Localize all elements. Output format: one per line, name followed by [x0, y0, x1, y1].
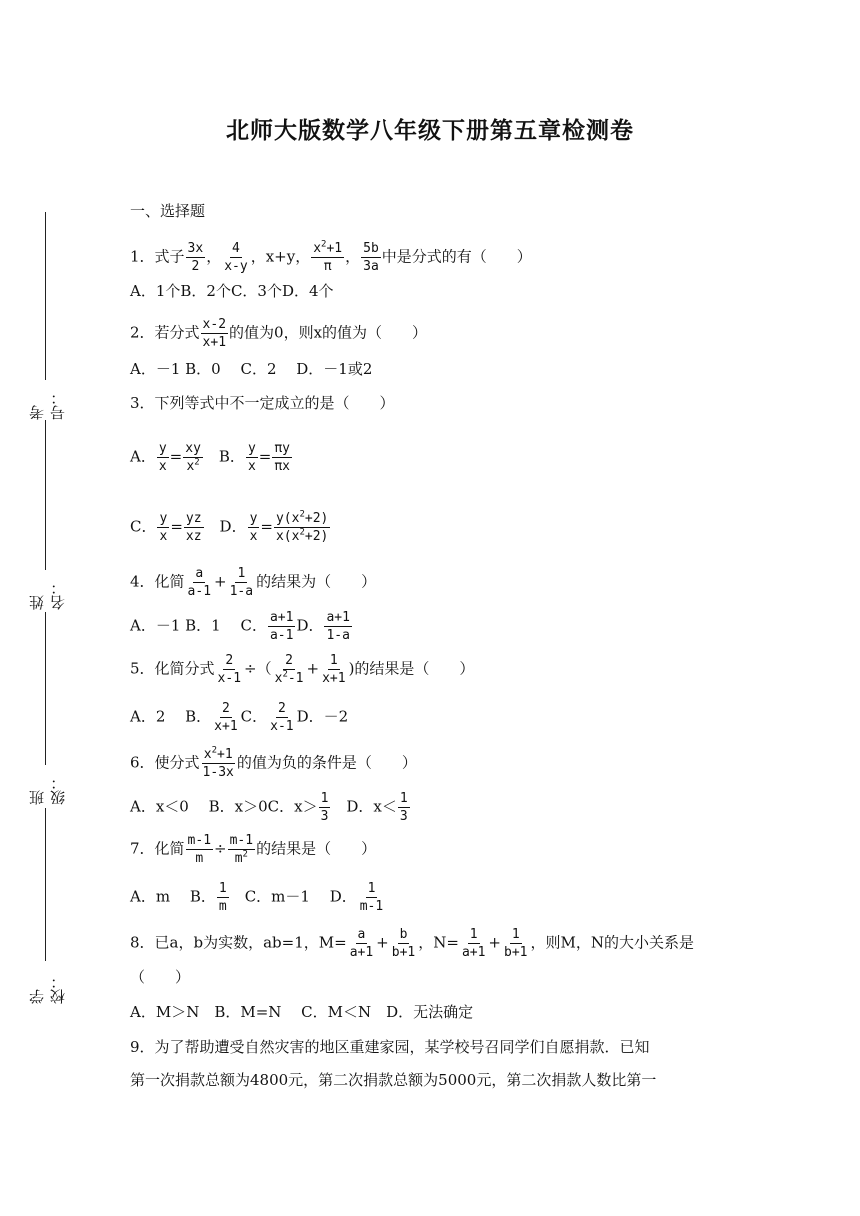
fraction: $\frac{4}{x-y}$ [224, 241, 248, 274]
banji-label: 班级： [28, 775, 67, 805]
fraction: $\frac{y(x^2+2)}{x(x^2+2)}$ [275, 509, 329, 544]
fraction: $\frac{1}{b+1}$ [504, 927, 528, 960]
question-8: 8．已a，b为实数，ab=1，M= $\frac{a}{a+1}$ + $\frac{b}{b+1}$ ，N= $\frac{1}{a+1}$ + $\frac{1}{b+1}$ ，则M，N的大小关系是 [130, 927, 694, 960]
question-6-options: A．x＜0 B．x＞0C．x＞ $\frac{1}{3}$ D．x＜ $\frac{1}{3}$ [130, 791, 408, 824]
xuexiao-label: 学校： [28, 974, 67, 1004]
fraction: $\frac{1}{m}$ [218, 881, 227, 914]
fraction: $\frac{a}{a-1}$ [187, 566, 212, 599]
question-2: 2．若分式 $\frac{x-2}{x+1}$ 的值为0，则x的值为（ ） [130, 317, 428, 350]
fraction: $\frac{y}{x}$ [247, 441, 256, 474]
fraction: $\frac{b}{b+1}$ [391, 927, 416, 960]
question-5-options: A．2 B． $\frac{2}{x+1}$ C． $\frac{2}{x-1}$ D．－2 [130, 701, 349, 734]
fraction: $\frac{1}{1-a}$ [229, 566, 254, 599]
fraction: $\frac{2}{x+1}$ [214, 701, 238, 734]
fraction: $\frac{1}{m-1}$ [359, 881, 384, 914]
question-3-options-cd: C． $\frac{y}{x}$ = $\frac{yz}{xz}$ D． $\frac{y}{x}$ = $\frac{y(x^2+2)}{x(x^2+2)}$ [130, 509, 329, 544]
fraction: $\frac{m-1}{m}$ [187, 833, 212, 866]
fraction: $\frac{2}{x^2-1}$ [274, 653, 304, 686]
fraction: $\frac{a}{a+1}$ [349, 927, 374, 960]
margin-line [45, 808, 46, 961]
fraction: $\frac{2}{x-1}$ [217, 653, 242, 686]
fraction: $\frac{\pi y}{\pi x}$ [274, 441, 290, 474]
fraction: $\frac{1}{3}$ [320, 791, 329, 824]
question-9-line-1: 9．为了帮助遭受自然灾害的地区重建家园，某学校号召同学们自愿捐款．已知 [130, 1038, 650, 1056]
fraction: $\frac{yz}{xz}$ [185, 511, 202, 544]
fraction: $\frac{a+1}{1-a}$ [326, 610, 350, 643]
question-3-options-ab: A． $\frac{y}{x}$ = $\frac{xy}{x^2}$ B． $\frac{y}{x}$ = $\frac{\pi y}{\pi x}$ [130, 441, 290, 474]
question-7: 7．化简 $\frac{m-1}{m}$ ÷ $\frac{m-1}{m^2}$ 的结果是（ ） [130, 833, 377, 866]
margin-line [45, 612, 46, 765]
fraction: $\frac{5b}{3a}$ [363, 241, 379, 274]
fraction: $\frac{x^2+1}{1-3x}$ [202, 745, 234, 780]
fraction: $\frac{xy}{x^2}$ [185, 441, 201, 474]
fraction: $\frac{1}{x+1}$ [322, 653, 346, 686]
question-1: 1．式子 $\frac{3x}{2}$ ， $\frac{4}{x-y}$ ，x+y， $\frac{x^2+1}{\pi}$ ， $\frac{5b}{3a}$ 中是分式的有（ ） [130, 239, 532, 274]
question-1-options: A．1个B．2个C．3个D．4个 [130, 282, 334, 300]
fraction: $\frac{x^2+1}{\pi}$ [313, 239, 343, 274]
section-heading: 一、选择题 [130, 202, 206, 220]
fraction: $\frac{y}{x}$ [159, 511, 168, 544]
question-7-options: A．m B． $\frac{1}{m}$ C．m－1 D． $\frac{1}{m-1}$ [130, 881, 384, 914]
xingming-label: 姓名： [28, 580, 67, 610]
fraction: $\frac{2}{x-1}$ [270, 701, 294, 734]
fraction: $\frac{x-2}{x+1}$ [202, 317, 227, 350]
margin-line [45, 420, 46, 570]
margin-line [45, 212, 46, 380]
question-4-options: A．－1 B．1 C． $\frac{a+1}{a-1}$ D． $\frac{a+1}{1-a}$ [130, 610, 350, 643]
fraction: $\frac{a+1}{a-1}$ [269, 610, 294, 643]
kaohao-label: 考号： [28, 390, 67, 420]
page-title: 北师大版数学八年级下册第五章检测卷 [226, 118, 634, 144]
question-2-options: A．－1 B．0 C．2 D．－1或2 [130, 360, 373, 378]
fraction: $\frac{m-1}{m^2}$ [229, 833, 254, 866]
fraction: $\frac{3x}{2}$ [187, 241, 204, 274]
fraction: $\frac{y}{x}$ [249, 511, 258, 544]
question-3: 3．下列等式中不一定成立的是（ ） [130, 394, 395, 412]
question-8-options: A．M＞N B．M=N C．M＜N D．无法确定 [130, 1003, 474, 1021]
question-9-line-2: 第一次捐款总额为4800元，第二次捐款总额为5000元，第二次捐款人数比第一 [130, 1071, 657, 1089]
question-8-blank: （ ） [130, 968, 191, 986]
fraction: $\frac{y}{x}$ [158, 441, 167, 474]
question-4: 4．化简 $\frac{a}{a-1}$ + $\frac{1}{1-a}$ 的结果为（ ） [130, 566, 377, 599]
fraction: $\frac{1}{a+1}$ [461, 927, 486, 960]
question-5: 5．化简分式 $\frac{2}{x-1}$ ÷（ $\frac{2}{x^2-1}$ + $\frac{1}{x+1}$ )的结果是（ ） [130, 653, 475, 686]
fraction: $\frac{1}{3}$ [399, 791, 408, 824]
question-6: 6．使分式 $\frac{x^2+1}{1-3x}$ 的值为负的条件是（ ） [130, 745, 417, 780]
